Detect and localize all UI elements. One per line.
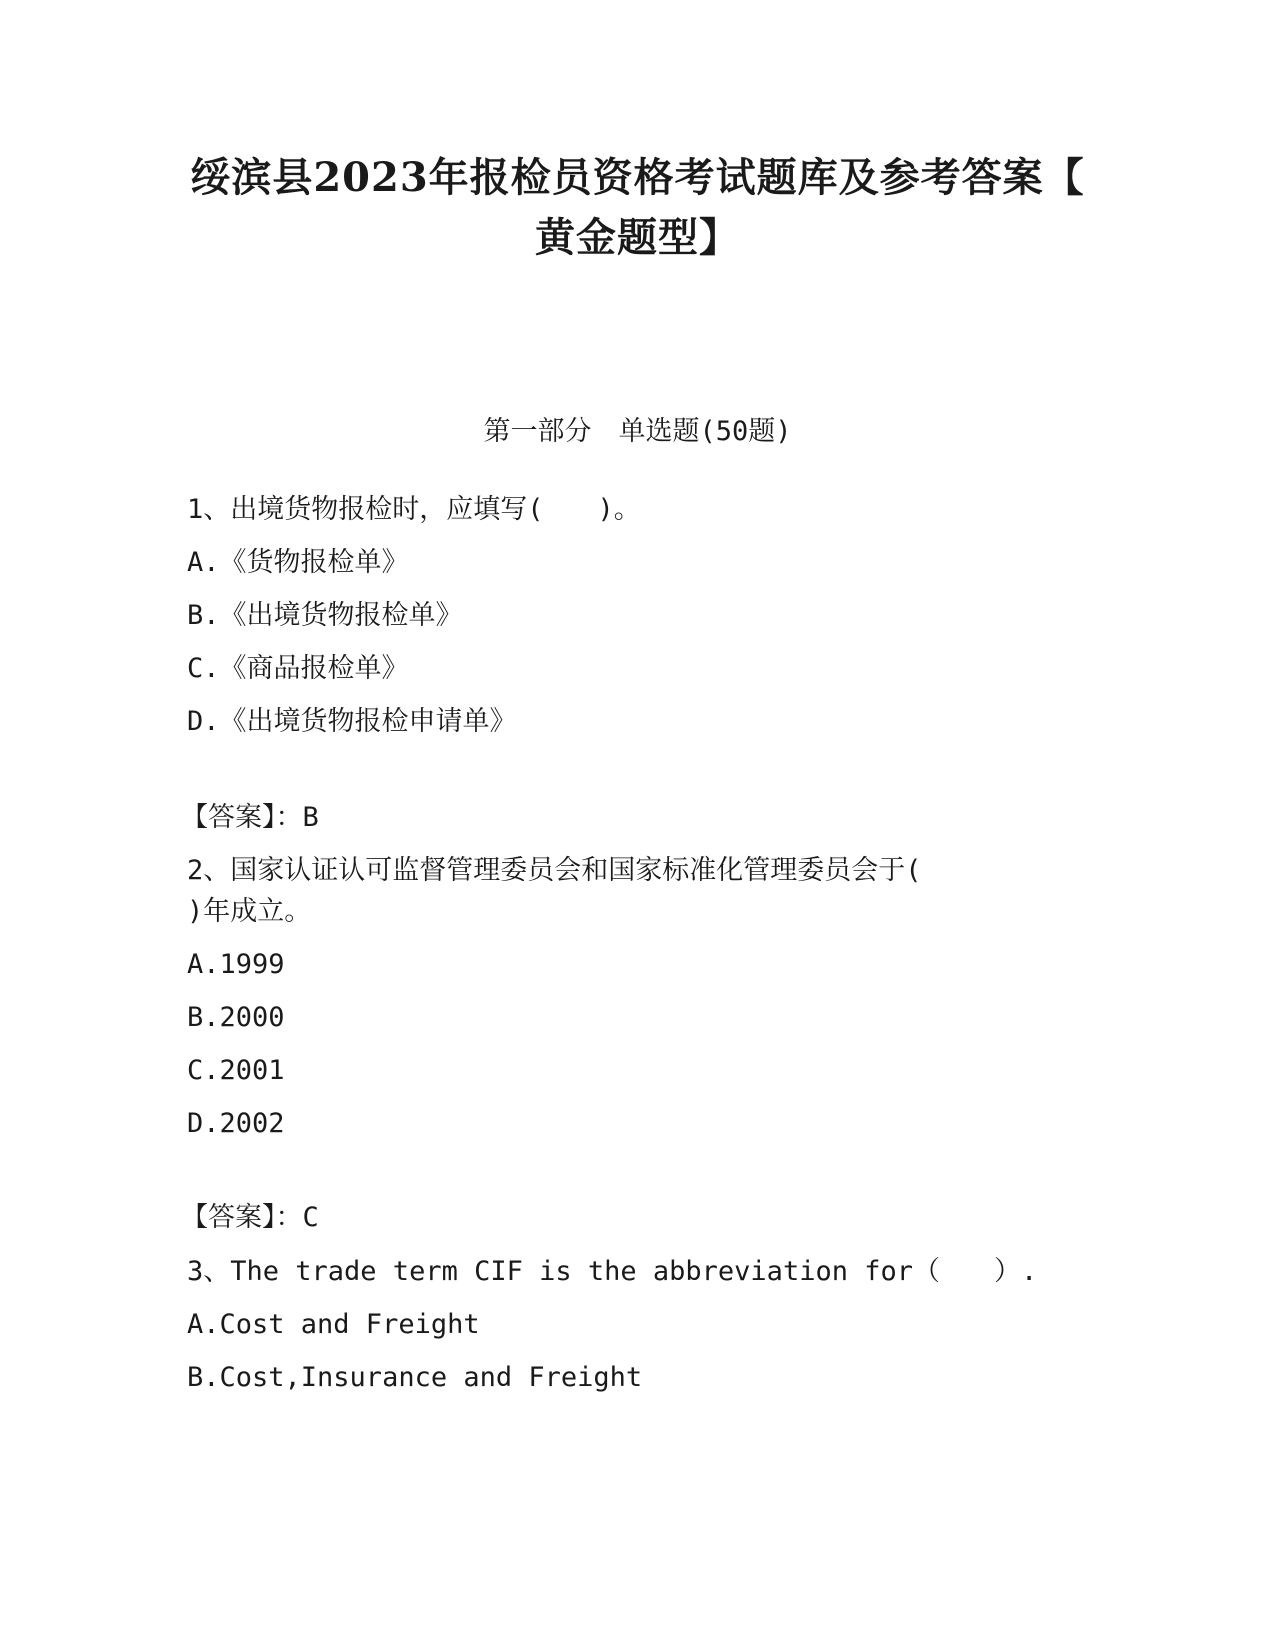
question-3-option-b: B.Cost,Insurance and Freight [187,1362,643,1393]
document-title-line-1: 绥滨县2023年报检员资格考试题库及参考答案【 [190,154,1085,201]
question-2-option-c: C.2001 [187,1055,285,1086]
section-heading: 第一部分 单选题(50题) [483,416,792,447]
question-1-option-d: D.《出境货物报检申请单》 [187,706,517,737]
question-1-option-b: B.《出境货物报检单》 [187,600,463,631]
document-title-line-2: 黄金题型】 [535,214,740,261]
question-1-option-a: A.《货物报检单》 [187,547,409,578]
question-3-option-a: A.Cost and Freight [187,1309,480,1340]
question-2-option-b: B.2000 [187,1002,285,1033]
question-2-stem-line-2: )年成立。 [187,896,312,927]
question-2-option-a: A.1999 [187,949,285,980]
question-1-option-c: C.《商品报检单》 [187,653,409,684]
question-1-stem: 1、出境货物报检时，应填写( )。 [187,494,641,525]
question-3-stem: 3、The trade term CIF is the abbreviation for（ ）. [187,1256,1038,1287]
question-2-answer: 【答案】：C [181,1202,319,1233]
question-2-option-d: D.2002 [187,1108,285,1139]
question-2-stem-line-1: 2、国家认证认可监督管理委员会和国家标准化管理委员会于( [187,855,922,886]
question-1-answer: 【答案】：B [181,802,319,833]
